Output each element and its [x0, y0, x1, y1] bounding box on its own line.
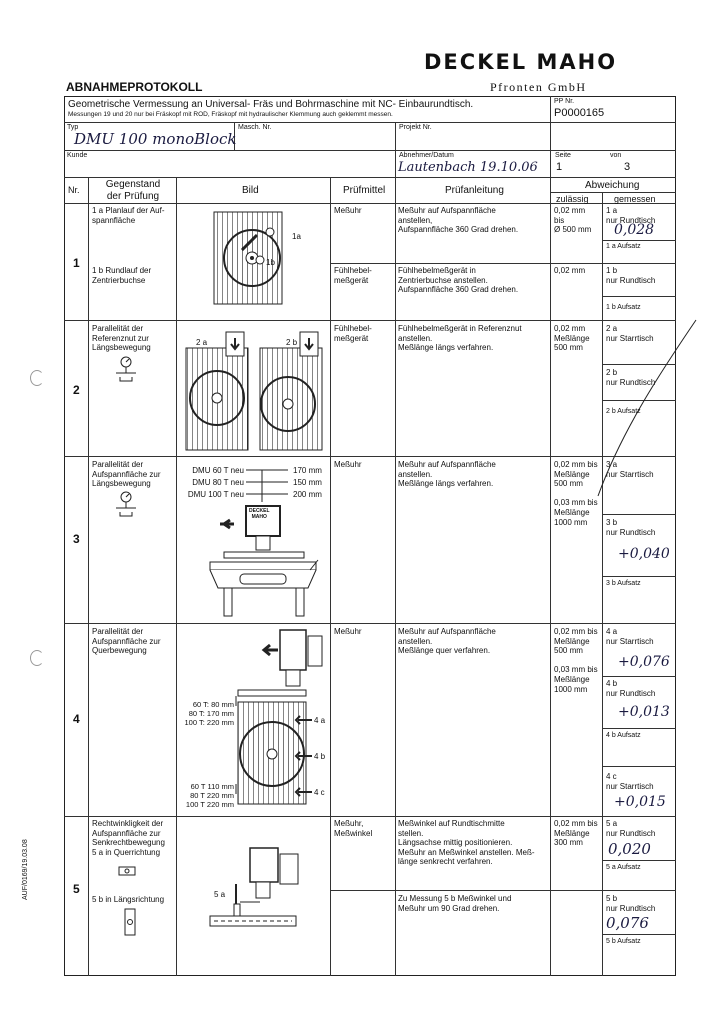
gemessen-value: +0,015 [614, 794, 666, 810]
rechtwinkligkeit-diagram [200, 840, 316, 930]
gemessen-label: 2 b nur Rundtisch [606, 368, 656, 387]
gemessen-label: 3 a nur Starrtisch [606, 460, 654, 479]
distance-value: 200 mm [293, 490, 322, 499]
gemessen-label: 4 b nur Rundtisch [606, 679, 656, 698]
row-number: 4 [73, 712, 80, 726]
head-logo: DECKEL MAHO [249, 508, 270, 520]
diagram-label: 2 b [286, 338, 298, 347]
dimension-labels: 60 T: 80 mm 80 T: 170 mm 100 T: 220 mm [184, 700, 234, 727]
pp-label: PP Nr. [554, 98, 575, 105]
brand-subtitle: Pfronten GmbH [490, 80, 587, 94]
pruefmittel-text: Meßuhr [334, 206, 362, 215]
gemessen-label: 4 c nur Starrtisch [606, 772, 654, 791]
von-value: 3 [624, 161, 631, 173]
distance-value: 150 mm [293, 478, 322, 487]
gegenstand-text: Parallelität der Aufspannfläche zur Längsbewegung [92, 460, 161, 489]
form-heading: Geometrische Vermessung an Universal- Fräs und Bohrmaschine mit NC- Einbaurundtisch. [68, 99, 474, 110]
distance-value: 170 mm [293, 466, 322, 475]
spindle-machine-diagram [200, 462, 328, 618]
diagram-label: 4 a [314, 716, 326, 725]
machine-label: DMU 100 T neu [187, 490, 244, 499]
gemessen-label: 3 b nur Rundtisch [606, 518, 656, 537]
seite-value: 1 [556, 161, 563, 173]
typ-label: Typ [67, 124, 79, 131]
row-number: 2 [73, 383, 80, 397]
col-pruefmittel: Prüfmittel [343, 185, 386, 196]
form-note: Messungen 19 und 20 nur bei Fräskopf mit ROD, Fräskopf mit hydraulischer Klemmung auch geklemmt messen. [68, 111, 393, 118]
gemessen-value: 0,028 [614, 222, 655, 238]
seite-label: Seite [555, 152, 571, 159]
diagram-label: 1a [292, 232, 301, 241]
planlauf-diagram [212, 210, 312, 310]
gemessen-value: +0,040 [618, 546, 670, 562]
kunde-label: Kunde [67, 152, 88, 159]
gemessen-value: +0,076 [618, 654, 670, 670]
zulaessig-text: 0,02 mm bis Ø 500 mm [554, 206, 592, 235]
gemessen-label: 5 a nur Rundtisch [606, 819, 656, 838]
square-symbol-icon [124, 908, 136, 936]
aufsatz-label: 5 a Aufsatz [606, 864, 641, 871]
col-zulaessig: zulässig [556, 194, 589, 204]
brand-logo: DECKEL MAHO [424, 50, 618, 74]
gegenstand-text: Parallelität der Referenznut zur Längsbewegung [92, 324, 151, 353]
square-symbol-icon [118, 866, 136, 876]
anleitung-text: Meßuhr auf Aufspannfläche anstellen, Aufspannfläche 360 Grad drehen. [398, 206, 519, 235]
machine-label: DMU 80 T neu [192, 478, 244, 487]
document-title: ABNAHMEPROTOKOLL [66, 80, 203, 94]
aufsatz-label: 2 b Aufsatz [606, 408, 641, 415]
punch-hole [30, 370, 44, 386]
diagram-label: 4 b [314, 752, 326, 761]
zulaessig-text: 0,02 mm bis Meßlänge 300 mm [554, 819, 598, 848]
aufsatz-label: 5 b Aufsatz [606, 938, 641, 945]
gemessen-label: 2 a nur Starrtisch [606, 324, 654, 343]
pruefmittel-text: Fühlhebel- meßgerät [334, 324, 372, 343]
col-gegenstand: Gegenstand der Prüfung [105, 179, 161, 202]
gemessen-value: +0,013 [618, 704, 670, 720]
gegenstand-text: Parallelität der Aufspannfläche zur Querbewegung [92, 627, 161, 656]
abnehmer-value: Lautenbach 19.10.06 [398, 160, 538, 175]
gemessen-label: 1 b nur Rundtisch [606, 266, 656, 285]
anleitung-text: Meßwinkel auf Rundtischmitte stellen. Längsachse mittig positionieren. Meßuhr an Meßwinkel anstellen. Meß- länge senkrecht verfahren. [398, 819, 535, 867]
col-abweichung: Abweichung [585, 180, 640, 191]
diagram-label: 5 a [214, 890, 226, 899]
diagram-label: 4 c [314, 788, 325, 797]
pruefmittel-text: Meßuhr [334, 460, 362, 469]
row-number: 1 [73, 256, 80, 270]
diagram-label: 1b [266, 258, 275, 267]
von-label: von [610, 152, 622, 159]
punch-hole [30, 650, 44, 666]
machine-label: DMU 60 T neu [192, 466, 244, 475]
typ-value: DMU 100 monoBlock [74, 130, 237, 148]
gemessen-value: 0,076 [606, 914, 649, 932]
anleitung-text: Zu Messung 5 b Meßwinkel und Meßuhr um 90 Grad drehen. [398, 894, 512, 913]
pruefmittel-text: Fühlhebel- meßgerät [334, 266, 372, 285]
gemessen-label: 1 a nur Rundtisch [606, 206, 656, 225]
pruefmittel-text: Meßuhr, Meßwinkel [334, 819, 373, 838]
gemessen-label: 5 b nur Rundtisch [606, 894, 656, 913]
aufsatz-label: 4 b Aufsatz [606, 732, 641, 739]
form-code: AUF/0169/19.03.08 [22, 839, 29, 900]
anleitung-text: Meßuhr auf Aufspannfläche anstellen. Meßlänge quer verfahren. [398, 627, 496, 656]
gegenstand-text: 1 a Planlauf der Auf- spannfläche [92, 206, 165, 225]
anleitung-text: Fühlhebelmeßgerät in Zentrierbuchse anstellen. Aufspannfläche 360 Grad drehen. [398, 266, 519, 295]
abnehmer-label: Abnehmer/Datum [399, 152, 454, 159]
pruefmittel-text: Meßuhr [334, 627, 362, 636]
gegenstand-text: 5 b in Längsrichtung [92, 895, 165, 904]
zulaessig-text: 0,02 mm Meßlänge 500 mm [554, 324, 590, 353]
aufsatz-label: 1 a Aufsatz [606, 243, 641, 250]
col-bild: Bild [242, 185, 259, 196]
zulaessig-text: 0,02 mm bis Meßlänge 500 mm 0,03 mm bis Meßlänge 1000 mm [554, 627, 598, 694]
col-pruefanleitung: Prüfanleitung [445, 185, 504, 196]
pp-number: P0000165 [554, 107, 605, 119]
projekt-label: Projekt Nr. [399, 124, 432, 131]
aufsatz-label: 1 b Aufsatz [606, 304, 641, 311]
zulaessig-text: 0,02 mm bis Meßlänge 500 mm 0,03 mm bis Meßlänge 1000 mm [554, 460, 598, 527]
pen-stroke [592, 300, 702, 500]
parallel-symbol-icon [112, 490, 140, 520]
diagram-label: 2 a [196, 338, 208, 347]
row-number: 5 [73, 882, 80, 896]
col-nr: Nr. [68, 185, 80, 195]
aufsatz-label: 3 b Aufsatz [606, 580, 641, 587]
col-gemessen: gemessen [614, 194, 656, 204]
zulaessig-text: 0,02 mm [554, 266, 586, 275]
gegenstand-text: 1 b Rundlauf der Zentrierbuchse [92, 266, 152, 285]
gemessen-value: 0,020 [608, 840, 651, 858]
anleitung-text: Meßuhr auf Aufspannfläche anstellen. Meßlänge längs verfahren. [398, 460, 496, 489]
gegenstand-text: Rechtwinkligkeit der Aufspannfläche zur Senkrechtbewegung 5 a in Querrichtung [92, 819, 165, 857]
gemessen-label: 4 a nur Starrtisch [606, 627, 654, 646]
querbewegung-diagram [228, 626, 328, 814]
dimension-labels: 60 T 110 mm 80 T 220 mm 100 T 220 mm [185, 782, 234, 809]
anleitung-text: Fühlhebelmeßgerät in Referenznut anstellen. Meßlänge längs verfahren. [398, 324, 522, 353]
masch-label: Masch. Nr. [238, 124, 272, 131]
parallel-symbol-icon [112, 355, 140, 385]
row-number: 3 [73, 532, 80, 546]
